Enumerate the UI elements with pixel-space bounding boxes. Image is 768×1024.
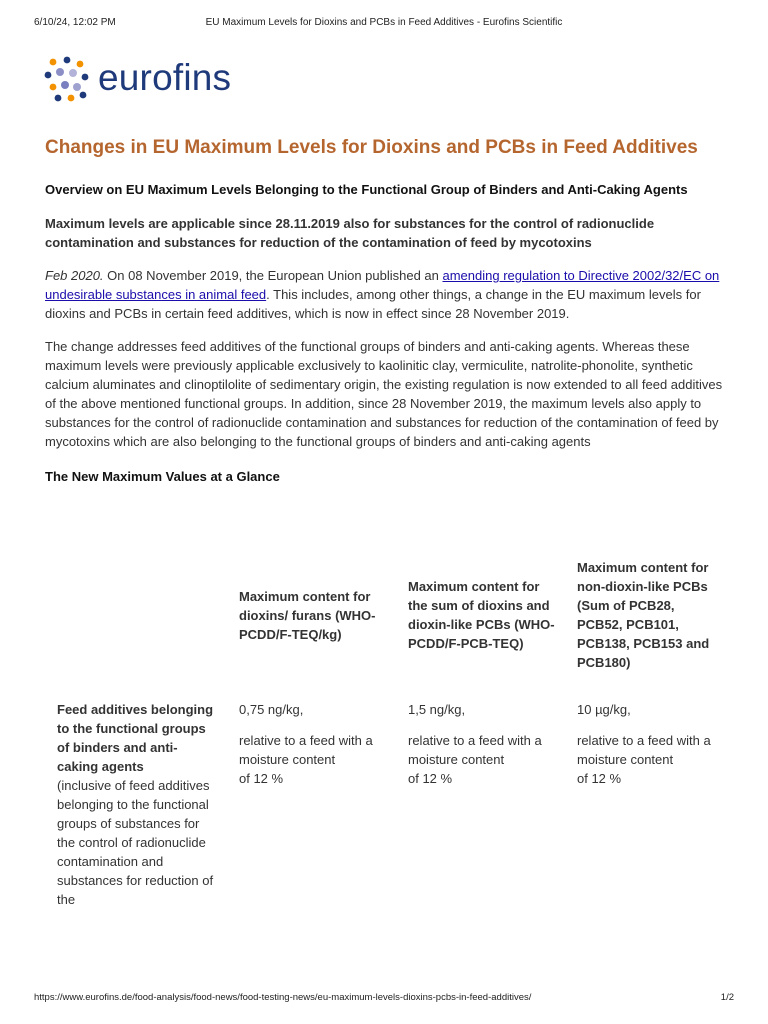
table-cell-dioxins-dl-pcbs [396, 692, 565, 909]
value-dioxins-dl-pcbs: 1,5 ng/kg, [408, 702, 466, 717]
article-paragraph-1 [45, 266, 725, 323]
moisture-value: of 12 % [577, 771, 622, 786]
paragraph-1-text-after-link: . This includes, among other things, a change in the EU maximum levels for dioxins and PCBs in certain feed additives, which is now in effect since 28 November 2019. [45, 287, 701, 321]
table-cell-dioxins-furans [227, 692, 396, 909]
article-lead: Maximum levels are applicable since 28.11.2019 also for substances for the control of radionuclide contamination and substances for reduction of the contamination of feed by mycotoxins [45, 216, 655, 250]
article-title: Changes in EU Maximum Levels for Dioxins and PCBs in Feed Additives [45, 137, 698, 158]
print-page-title: EU Maximum Levels for Dioxins and PCBs in Feed Additives - Eurofins Scientific [205, 17, 563, 28]
print-footer [34, 992, 734, 1006]
table-header-dioxins-furans: Maximum content for dioxins/ furans (WHO-PCDD/F-TEQ/kg) [239, 588, 376, 642]
print-url: https://www.eurofins.de/food-analysis/food-news/food-testing-news/eu-maximum-levels-dioxins-pcbs-in-feed-additives/ [34, 992, 532, 1003]
moisture-value: of 12 % [239, 771, 284, 786]
table-header-ndl-pcbs: Maximum content for non-dioxin-like PCBs (Sum of PCB28, PCB52, PCB101, PCB138, PCB153 and PCB180) [577, 560, 710, 670]
paragraph-1-text-before-link: On 08 November 2019, the European Union published an [103, 268, 443, 283]
article-paragraph-2: The change addresses feed additives of the functional groups of binders and anti-caking agents. Whereas these maximum levels were previously applicable exclusively to kaolinitic clay, vermiculite, natrolite-phonolite, synthetic calcium aluminates and clinoptilolite of sedimentary origin, the existing regulation is now extended to all feed additives of the above mentioned functional groups. In addition, since 28 November 2019, the maximum levels also apply to substances for the control of radionuclide contamination and substances for reduction of the contamination of feed by mycotoxins which are also belonging to the functional groups of binders and anti-caking agents [45, 339, 723, 449]
print-header [34, 17, 734, 31]
table-row [45, 692, 725, 909]
table-header-row [45, 548, 725, 692]
print-datetime: 6/10/24, 12:02 PM [34, 17, 116, 28]
table-row-label-note: (inclusive of feed additives belonging to the functional groups of substances for the control of radionuclide contamination and substances for reduction of the [57, 778, 214, 907]
table-header-dioxins-dl-pcbs: Maximum content for the sum of dioxins and dioxin-like PCBs (WHO-PCDD/F-PCB-TEQ) [408, 579, 555, 651]
table-cell-ndl-pcbs [565, 692, 725, 909]
value-dioxins-furans: 0,75 ng/kg, [239, 702, 304, 717]
value-ndl-pcbs: 10 µg/kg, [577, 702, 631, 717]
maximum-values-table [45, 548, 725, 909]
table-row-label: Feed additives belonging to the functional groups of binders and anti-caking agents [57, 702, 214, 774]
directive-amendment-link[interactable]: amending regulation to Directive 2002/32/EC on undesirable substances in animal feed [45, 268, 720, 302]
moisture-qualifier: relative to a feed with a moisture content [239, 733, 373, 767]
table-row-label-cell [45, 692, 227, 909]
article-content [45, 136, 725, 485]
print-page-number: 1/2 [720, 992, 734, 1003]
moisture-qualifier: relative to a feed with a moisture content [577, 733, 711, 767]
moisture-qualifier: relative to a feed with a moisture content [408, 733, 542, 767]
eurofins-logo[interactable] [44, 56, 231, 102]
moisture-value: of 12 % [408, 771, 453, 786]
table-header-empty [45, 548, 227, 692]
article-subtitle: Overview on EU Maximum Levels Belonging to the Functional Group of Binders and Anti-Caking Agents [45, 182, 688, 197]
article-date: Feb 2020. [45, 268, 104, 283]
eurofins-dots-logo-icon [44, 56, 90, 102]
eurofins-wordmark: eurofins [98, 56, 232, 98]
section-heading-new-values: The New Maximum Values at a Glance [45, 469, 280, 484]
